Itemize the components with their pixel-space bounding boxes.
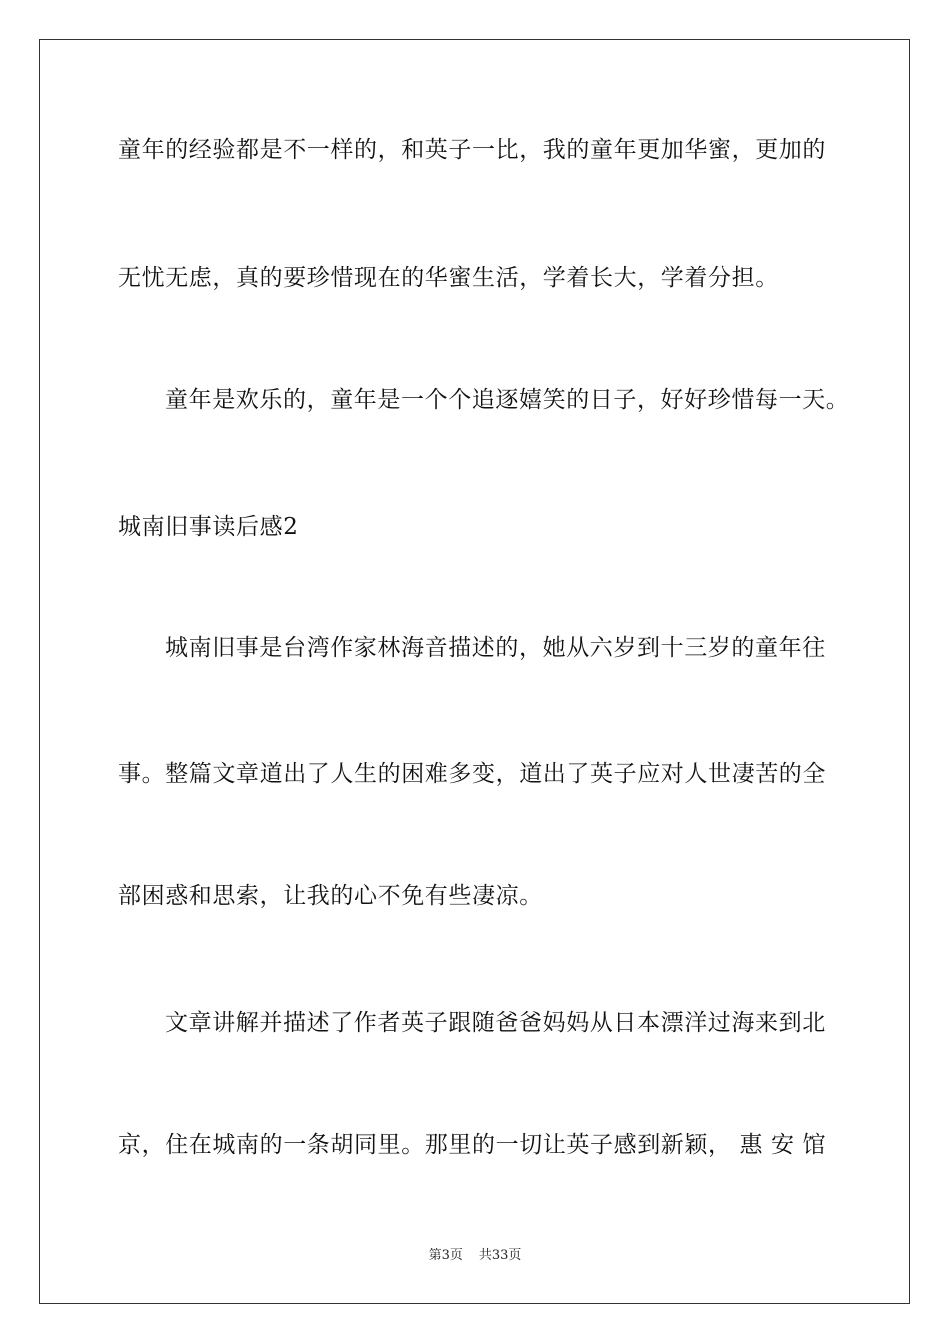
section-heading: 城南旧事读后感2 <box>118 514 299 540</box>
page-footer <box>0 1247 950 1265</box>
body-line-3: 童年是欢乐的，童年是一个个追逐嬉笑的日子，好好珍惜每一天。 <box>165 387 850 413</box>
body-line-7: 部困惑和思索，让我的心不免有些凄凉。 <box>118 883 543 909</box>
body-line-2: 无忧无虑，真的要珍惜现在的华蜜生活，学着长大，学着分担。 <box>118 265 779 291</box>
body-line-5: 城南旧事是台湾作家林海音描述的，她从六岁到十三岁的童年往 <box>165 635 826 661</box>
page-number: 第3页 <box>428 1248 463 1263</box>
body-line-8: 文章讲解并描述了作者英子跟随爸爸妈妈从日本漂洋过海来到北 <box>165 1010 826 1036</box>
body-line-9: 京，住在城南的一条胡同里。那里的一切让英子感到新颖， 惠 安 馆 <box>118 1132 827 1158</box>
page-border <box>39 39 910 1304</box>
body-line-6: 事。整篇文章道出了人生的困难多变，道出了英子应对人世凄苦的全 <box>118 761 826 787</box>
body-line-1: 童年的经验都是不一样的，和英子一比，我的童年更加华蜜，更加的 <box>118 137 826 163</box>
page-total: 共33页 <box>478 1248 522 1263</box>
